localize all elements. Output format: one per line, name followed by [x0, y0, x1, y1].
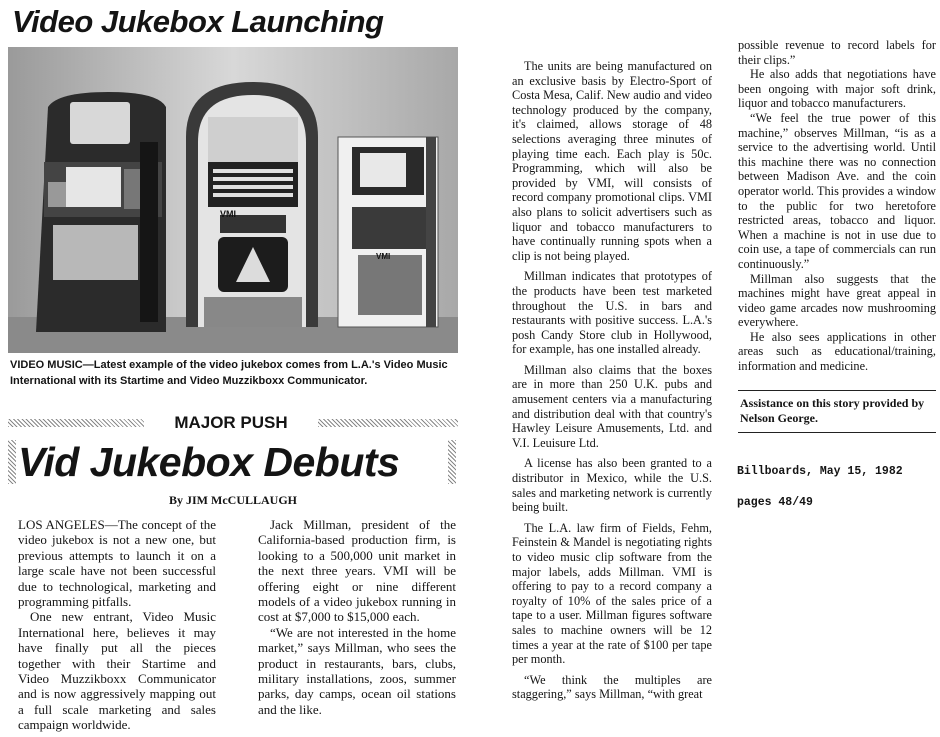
assistance-credit: Assistance on this story provided by Nelson George. — [740, 396, 925, 425]
vmi-label-2: VMI — [376, 252, 391, 261]
paragraph: Millman also suggests that the machines might have great appeal in video game arcades now mushrooming everywhere. — [738, 271, 936, 330]
main-headline: Vid Jukebox Debuts — [18, 439, 400, 485]
article-column-3 — [512, 59, 712, 708]
paragraph: LOS ANGELES—The concept of the video jukebox is not a new one, but previous attempts to launch it on a large scale have not been successful due to technological, marketing and programming pitfalls. — [18, 517, 216, 610]
paragraph: “We are not interested in the home market,” says Millman, who sees the product in restaurants, bars, clubs, military installations, zoos, summer parks, day camps, ocean oil stations and the like. — [258, 624, 456, 717]
left-jukebox-shape — [36, 92, 166, 332]
top-headline: Video Jukebox Launching — [12, 4, 384, 39]
right-jukebox-shape — [338, 137, 438, 327]
kicker-hatch-left — [8, 419, 144, 427]
vmi-label-1: VMI — [220, 209, 237, 219]
article-column-4 — [738, 38, 936, 374]
headline-bar-right — [448, 440, 456, 484]
paragraph: “We think the multiples are staggering,” says Millman, “with great — [512, 672, 712, 702]
kicker-row — [8, 413, 458, 433]
article-column-2 — [258, 517, 456, 717]
paragraph: He also sees applications in other areas such as educational/training, information and medicine. — [738, 329, 936, 374]
paragraph: possible revenue to record labels for their clips.” — [738, 38, 936, 67]
kicker: MAJOR PUSH — [174, 413, 288, 432]
jukebox-photo — [8, 47, 458, 353]
article-column-1 — [18, 517, 216, 733]
paragraph: One new entrant, Video Music International here, believes it may have finally put all the pieces together with their Startime and Video Muzzikboxx Communicator and is now aggressively mapping out a full scale marketing and sales campaign worldwide. — [18, 609, 216, 733]
paragraph: A license has also been granted to a distributor in Mexico, while the U.S. sales and marketing network is currently being built. — [512, 456, 712, 515]
paragraph: The units are being manufactured on an exclusive basis by Electro-Sport of Costa Mesa, Calif. New audio and video technology produced by the company, it's claimed, allows storage of 48 selections averaging three minutes of playing time each. Each play is 50c. Programming, which will also be provided by VMI, will consists of record company promotional clips. VMI also plans to solicit advertisers such as liquor and tobacco manufacturers to have continually running spots when a clip is not being played. — [512, 59, 712, 263]
center-jukebox-shape — [186, 82, 318, 327]
kicker-hatch-right — [318, 419, 458, 427]
source-note: Billboards, May 15, 1982 — [737, 465, 903, 478]
paragraph: Millman also claims that the boxes are in more than 250 U.K. pubs and amusement centers via a manufacturing and distribution deal with that country's Hawley Leisure Amusements, Ltd. and V.I. Leuisure Ltd. — [512, 362, 712, 450]
main-headline-box — [8, 436, 458, 488]
photo-caption: VIDEO MUSIC—Latest example of the video jukebox comes from L.A.'s Video Music International with its Startime and Video Muzzikboxx Communicator. — [10, 359, 448, 387]
headline-bar-left — [8, 440, 16, 484]
paragraph: Jack Millman, president of the California-based production firm, is looking to a 500,000 unit market in the next three years. VMI will be offering eight or nine different models of a video jukebox running in cost at $7,000 to $15,000 each. — [258, 517, 456, 625]
paragraph: Millman indicates that prototypes of the products have been test marketed throughout the U.S. in bars and restaurants with positive success. L.A.'s posh Candy Store club in Hollywood, for example, has one installed already. — [512, 269, 712, 357]
byline: By JIM McCULLAUGH — [169, 493, 297, 507]
rule-bottom — [738, 432, 936, 433]
paragraph: He also adds that negotiations have been ongoing with major soft drink, liquor and tobacco manufacturers. — [738, 67, 936, 111]
paragraph: The L.A. law firm of Fields, Fehm, Feinstein & Mandel is negotiating rights to video music clip software from the major labels, adds Millman. VMI is offering to pay to a record company a royalty of 10% of the sales price of a tape to a user. Millman figures software sales to machine owners will be 12 times a year at the rate of $100 per tape per month. — [512, 520, 712, 667]
paragraph: “We feel the true power of this machine,” observes Millman, “is as a service to the advertising world. Until this machine there was no connection between Madison Ave. and the coin operator world. This provides a window to the public for two heretofore restricted areas, tobacco and liquor. When a machine is not in use due to coin use, a tape of commercials can run continuously.” — [738, 110, 936, 271]
rule-top — [738, 390, 936, 391]
pages-note: pages 48/49 — [737, 496, 813, 509]
